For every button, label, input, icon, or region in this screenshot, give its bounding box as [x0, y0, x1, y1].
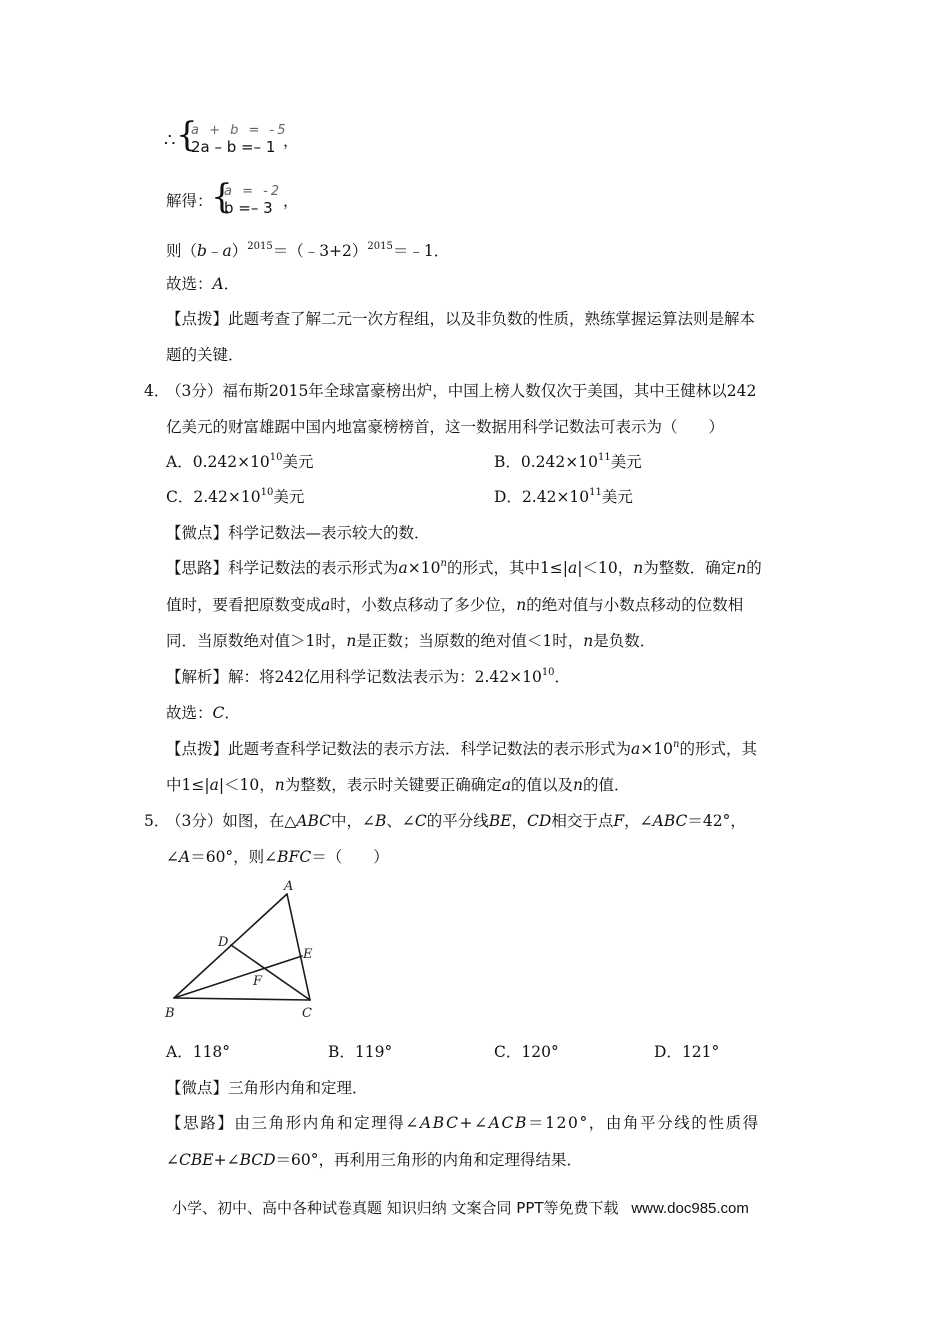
vertex-label-a: A	[284, 879, 294, 894]
system2-top-equation: a = -2	[224, 184, 283, 199]
q4-option-c: C．$2.42\times 10^{10}$美元	[166, 487, 305, 506]
point-label-e: E	[303, 947, 313, 962]
q4-idea-line3: 同．当原数绝对值＞1时，n是正数；当原数的绝对值＜1时，n是负数．	[166, 632, 656, 650]
q5-option-c: C．120°	[494, 1043, 559, 1061]
solve-label: 解得：	[166, 192, 213, 210]
equation-system-2	[224, 184, 282, 216]
q4-stem-line2: 亿美元的财富雄踞中国内地富豪榜榜首，这一数据用科学记数法可表示为（ ）	[166, 418, 725, 436]
q3-choice: 故选：A．	[166, 275, 240, 293]
q5-stem-line1: （3分）如图，在△ABC中，∠B、∠C的平分线BE，CD相交于点F，∠ABC＝42°，	[166, 812, 746, 830]
q4-idea-line1: 【思路】科学记数法的表示形式为$a\times 10^n$的形式，其中1≤|a|＜10，n为整数．确定n的	[166, 558, 762, 577]
q3-calculation: 则（b﹣a）$^{2015}$＝（﹣3+2）$^{2015}$＝﹣1．	[166, 241, 450, 260]
q4-option-b: B．$0.242\times 10^{11}$美元	[494, 452, 642, 471]
q5-option-a: A．118°	[166, 1043, 231, 1061]
page-footer	[172, 1197, 749, 1218]
system2-bottom-equation: b =– 3	[224, 199, 273, 217]
q4-point: 【微点】科学记数法—表示较大的数．	[166, 524, 430, 542]
q5-point: 【微点】三角形内角和定理．	[166, 1079, 368, 1097]
therefore-symbol: ∴	[164, 130, 176, 151]
q4-option-a: A．$0.242\times 10^{10}$美元	[166, 452, 314, 471]
q5-idea-line2: ∠CBE+∠BCD＝60°，再利用三角形的内角和定理得结果．	[166, 1151, 583, 1169]
q5-number: 5．	[144, 812, 170, 830]
segment-bc	[174, 998, 310, 1000]
q5-option-d: D．121°	[654, 1043, 720, 1061]
vertex-label-c: C	[302, 1006, 312, 1021]
segment-cd	[231, 945, 310, 1000]
q4-idea-line2: 值时，要看把原数变成a时，小数点移动了多少位，n的绝对值与小数点移动的位数相	[166, 596, 744, 614]
segment-ba	[174, 894, 287, 998]
point-label-f: F	[253, 974, 263, 989]
q4-analysis: 【解析】解：将242亿用科学记数法表示为：$2.42\times 10^{10}$．	[166, 667, 571, 686]
vertex-label-b: B	[165, 1006, 175, 1021]
q4-stem-line1: （3分）福布斯2015年全球富豪榜出炉，中国上榜人数仅次于美国，其中王健林以242	[166, 382, 757, 400]
system1-bottom-equation: 2a – b =– 1	[191, 138, 276, 156]
q5-idea-line1: 【思路】由三角形内角和定理得∠ABC+∠ACB＝120°，由角平分线的性质得	[166, 1114, 760, 1132]
q4-option-d: D．$2.42\times 10^{11}$美元	[494, 487, 633, 506]
triangle-figure	[160, 872, 330, 1024]
footer-url[interactable]: www.doc985.com	[631, 1200, 749, 1217]
equation-system-1	[191, 123, 289, 155]
q3-tip-line1: 【点拨】此题考查了解二元一次方程组，以及非负数的性质，熟练掌握运算法则是解本	[166, 310, 756, 328]
q4-tip-line1: 【点拨】此题考查科学记数法的表示方法．科学记数法的表示形式为$a\times 10^n$的形式，其	[166, 739, 757, 758]
footer-text: 小学、初中、高中各种试卷真题 知识归纳 文案合同 PPT等免费下载	[172, 1199, 619, 1217]
q4-choice: 故选：C．	[166, 704, 240, 722]
q4-number: 4．	[144, 382, 170, 400]
q5-stem-line2: ∠A＝60°，则∠BFC＝（ ）	[166, 848, 389, 866]
system1-comma: ，	[283, 132, 299, 150]
q3-tip-line2: 题的关键．	[166, 346, 244, 364]
q4-tip-line2: 中1≤|a|＜10，n为整数，表示时关键要正确确定a的值以及n的值．	[166, 776, 630, 794]
point-label-d: D	[218, 935, 229, 950]
system-brace-2: {	[211, 177, 233, 217]
system-brace-1: {	[176, 115, 198, 155]
q5-option-b: B．119°	[328, 1043, 393, 1061]
system2-comma: ，	[283, 192, 299, 210]
system1-top-equation: a + b = -5	[191, 123, 289, 138]
segment-be	[174, 956, 302, 998]
